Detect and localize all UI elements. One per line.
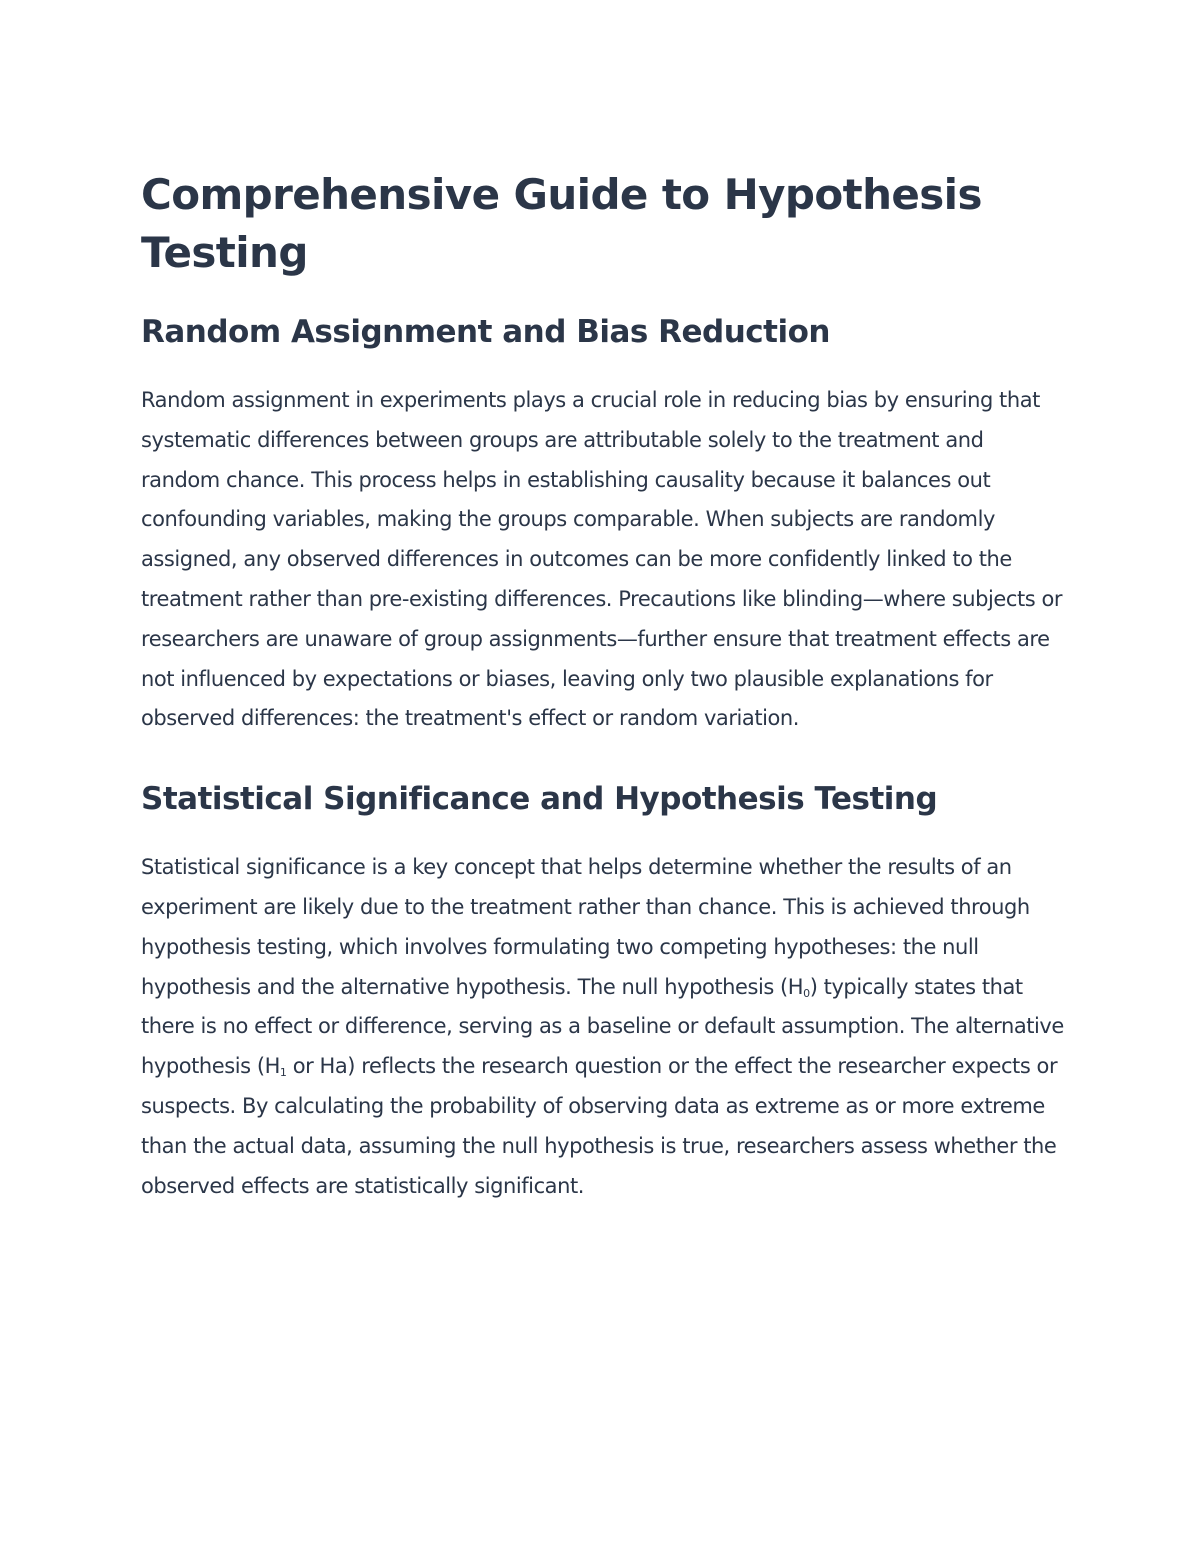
body-text-part-1: Statistical significance is a key concept that helps determine whether the results of an experiment are likely due to the treatment rather than chance. This is achieved through hypothesis testing, which involves formulating two competing hypotheses: the null hypothesis and the alternative hypothesis. The null hypothesis (H <box>141 855 1030 999</box>
body-text-part-3: or Ha) reflects the research question or the effect the researcher expects or suspects. By calculating the probability of observing data as extreme as or more extreme than the actual data, assuming the null hypothesis is true, researchers assess whether the observed effects are statistically significant. <box>141 1054 1058 1198</box>
section-body-random-assignment: Random assignment in experiments plays a crucial role in reducing bias by ensuring that systematic differences between groups are attributable solely to the treatment and random chance. This process helps in establishing causality because it balances out confounding variables, making the groups comparable. When subjects are randomly assigned, any observed differences in outcomes can be more confidently linked to the treatment rather than pre-existing differences. Precautions like blinding—where subjects or researchers are unaware of group assignments—further ensure that treatment effects are not influenced by expectations or biases, leaving only two plausible explanations for observed differences: the treatment's effect or random variation. <box>141 388 1063 731</box>
section-body-statistical-significance <box>141 848 1066 1206</box>
document-page <box>141 166 1066 1206</box>
body-text-part-2: ) typically states that there is no effect or difference, serving as a baseline or default assumption. The alternative hypothesis (H <box>141 974 1064 1079</box>
subscript-alternative: 1 <box>279 1066 287 1080</box>
document-title: Comprehensive Guide to Hypothesis Testing <box>141 170 982 277</box>
subscript-null: 0 <box>803 986 810 1000</box>
section-heading-random-assignment: Random Assignment and Bias Reduction <box>141 314 830 350</box>
section-heading-statistical-significance: Statistical Significance and Hypothesis Testing <box>141 781 938 818</box>
